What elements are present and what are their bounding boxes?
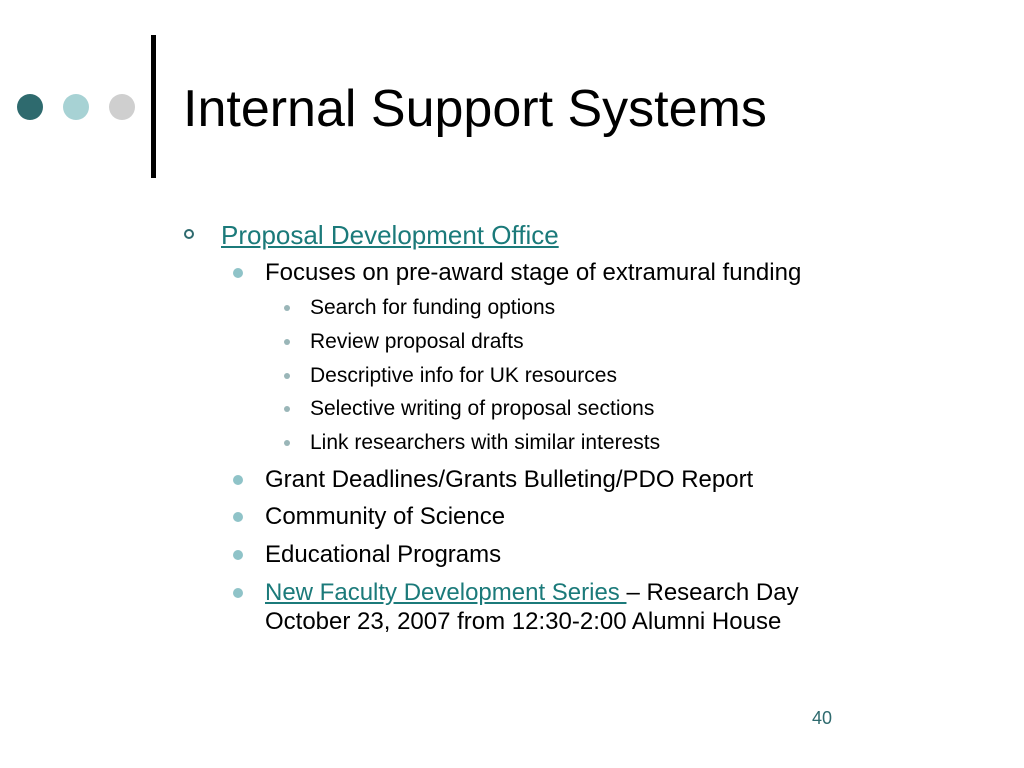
proposal-development-office-link[interactable]: Proposal Development Office xyxy=(221,220,559,250)
sub-item: Selective writing of proposal sections xyxy=(310,397,655,420)
bullet-icon xyxy=(233,550,243,560)
bullet-icon xyxy=(233,512,243,522)
new-faculty-development-series-link[interactable]: New Faculty Development Series xyxy=(265,579,627,606)
focus-item: Focuses on pre-award stage of extramural funding xyxy=(265,259,802,286)
sub-item: Search for funding options xyxy=(310,296,556,319)
sub-item: Descriptive info for UK resources xyxy=(310,364,617,387)
new-faculty-item xyxy=(265,578,799,608)
list-item: Grant Deadlines/Grants Bulleting/PDO Report xyxy=(265,466,754,493)
sub-item: Review proposal drafts xyxy=(310,330,524,353)
dot-gray xyxy=(109,94,135,120)
bullet-icon xyxy=(233,588,243,598)
small-bullet-icon xyxy=(284,440,290,446)
level1-item xyxy=(221,219,559,251)
title-divider-bar xyxy=(151,35,156,178)
bullet-icon xyxy=(233,475,243,485)
bullet-icon xyxy=(233,268,243,278)
small-bullet-icon xyxy=(284,305,290,311)
list-item: Educational Programs xyxy=(265,541,502,568)
ring-bullet-icon xyxy=(184,229,194,239)
small-bullet-icon xyxy=(284,373,290,379)
list-item: Community of Science xyxy=(265,503,506,530)
dot-dark-teal xyxy=(17,94,43,120)
new-faculty-item-line2: October 23, 2007 from 12:30-2:00 Alumni House xyxy=(265,608,782,635)
slide-title: Internal Support Systems xyxy=(183,80,767,138)
page-number: 40 xyxy=(812,708,833,728)
dot-light-teal xyxy=(63,94,89,120)
decorative-dots xyxy=(17,94,155,120)
sub-item: Link researchers with similar interests xyxy=(310,431,661,454)
small-bullet-icon xyxy=(284,339,290,345)
small-bullet-icon xyxy=(284,406,290,412)
research-day-text: – Research Day xyxy=(626,579,799,606)
